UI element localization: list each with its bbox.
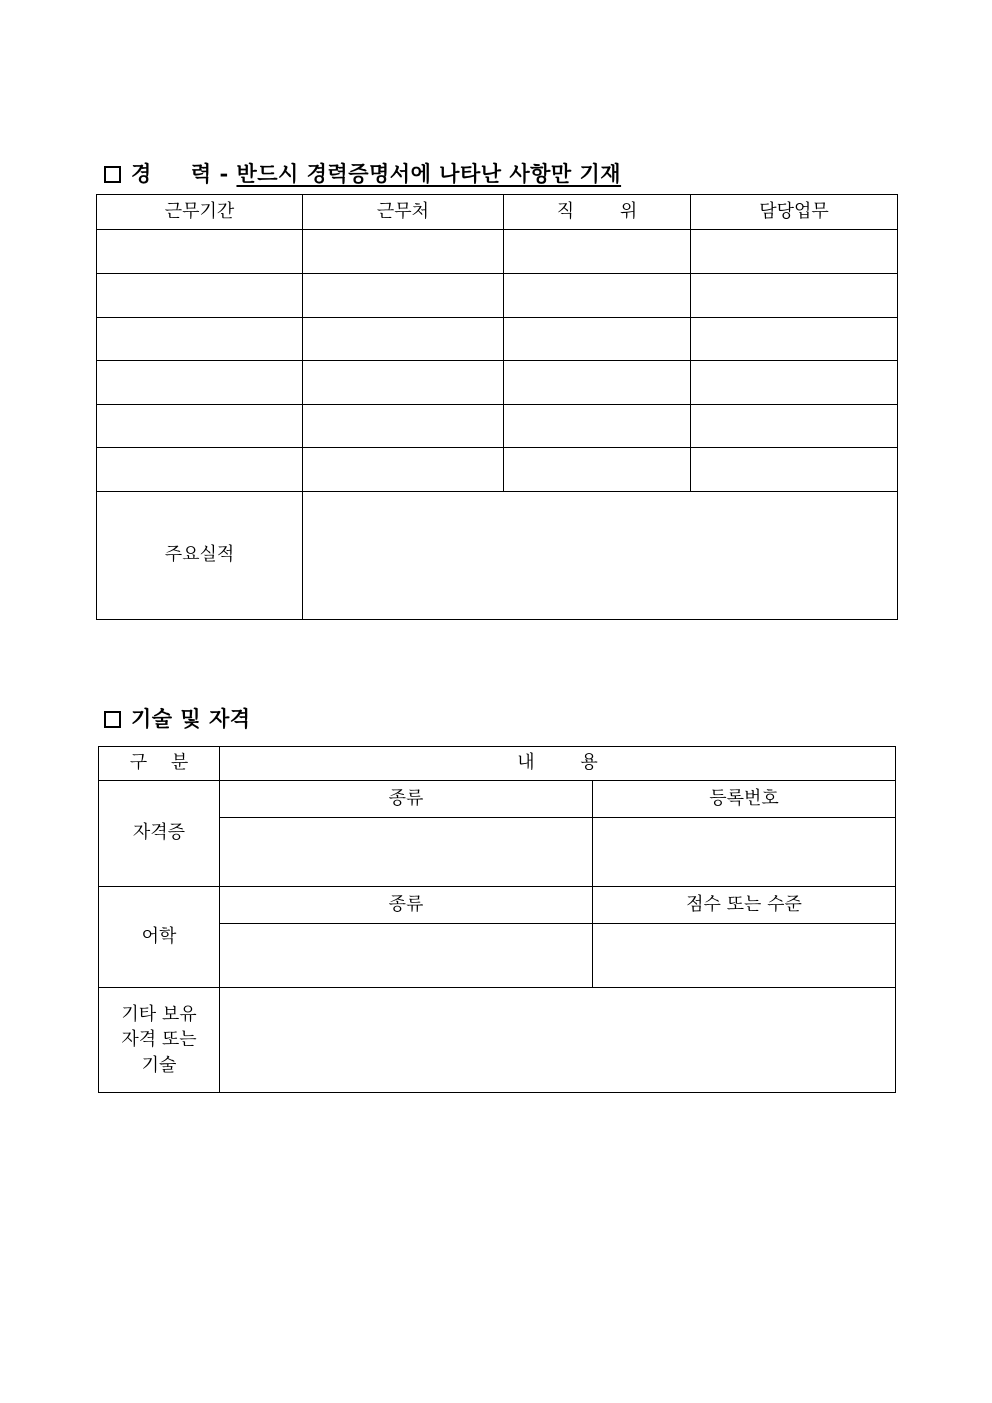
table-row xyxy=(97,318,898,361)
position-cell[interactable] xyxy=(504,230,691,274)
workplace-cell[interactable] xyxy=(303,274,504,318)
workplace-cell[interactable] xyxy=(303,405,504,448)
position-cell[interactable] xyxy=(504,448,691,492)
checkbox-icon xyxy=(104,711,121,728)
achievements-label: 주요실적 xyxy=(97,492,303,620)
period-cell[interactable] xyxy=(97,405,303,448)
license-type-header: 종류 xyxy=(220,781,593,818)
header-workplace: 근무처 xyxy=(303,195,504,230)
career-section-title xyxy=(104,158,621,188)
table-row xyxy=(97,230,898,274)
language-score-header: 점수 또는 수준 xyxy=(593,887,896,924)
language-subheader-row xyxy=(99,887,896,924)
duties-cell[interactable] xyxy=(691,318,898,361)
period-cell[interactable] xyxy=(97,318,303,361)
header-content: 내 용 xyxy=(220,747,896,781)
period-cell[interactable] xyxy=(97,448,303,492)
workplace-cell[interactable] xyxy=(303,361,504,405)
duties-cell[interactable] xyxy=(691,230,898,274)
career-title-main: 경 력 - xyxy=(131,161,229,186)
achievements-row xyxy=(97,492,898,620)
workplace-cell[interactable] xyxy=(303,318,504,361)
header-position: 직 위 xyxy=(504,195,691,230)
position-cell[interactable] xyxy=(504,405,691,448)
header-duties: 담당업무 xyxy=(691,195,898,230)
header-period: 근무기간 xyxy=(97,195,303,230)
duties-cell[interactable] xyxy=(691,274,898,318)
license-label: 자격증 xyxy=(99,781,220,887)
skills-title: 기술 및 자격 xyxy=(131,706,251,731)
career-title-note: 반드시 경력증명서에 나타난 사항만 기재 xyxy=(236,161,622,186)
other-row xyxy=(99,988,896,1093)
skills-header-row xyxy=(99,747,896,781)
table-row xyxy=(97,405,898,448)
other-label-line1: 기타 보유 xyxy=(121,1004,197,1026)
duties-cell[interactable] xyxy=(691,448,898,492)
workplace-cell[interactable] xyxy=(303,448,504,492)
period-cell[interactable] xyxy=(97,274,303,318)
workplace-cell[interactable] xyxy=(303,230,504,274)
position-cell[interactable] xyxy=(504,274,691,318)
license-type-cell[interactable] xyxy=(220,818,593,887)
language-score-cell[interactable] xyxy=(593,924,896,988)
other-label xyxy=(99,988,220,1093)
table-row xyxy=(97,448,898,492)
position-cell[interactable] xyxy=(504,318,691,361)
checkbox-icon xyxy=(104,166,121,183)
period-cell[interactable] xyxy=(97,361,303,405)
career-header-row xyxy=(97,195,898,230)
license-subheader-row xyxy=(99,781,896,818)
other-label-line3: 기술 xyxy=(141,1054,177,1076)
skills-section-title xyxy=(104,703,251,733)
language-label: 어학 xyxy=(99,887,220,988)
achievements-cell[interactable] xyxy=(303,492,898,620)
period-cell[interactable] xyxy=(97,230,303,274)
skills-table xyxy=(98,746,896,1093)
other-label-line2: 자격 또는 xyxy=(121,1029,197,1051)
position-cell[interactable] xyxy=(504,361,691,405)
duties-cell[interactable] xyxy=(691,361,898,405)
language-type-header: 종류 xyxy=(220,887,593,924)
duties-cell[interactable] xyxy=(691,405,898,448)
table-row xyxy=(97,274,898,318)
language-type-cell[interactable] xyxy=(220,924,593,988)
other-content-cell[interactable] xyxy=(220,988,896,1093)
license-number-header: 등록번호 xyxy=(593,781,896,818)
header-category: 구 분 xyxy=(99,747,220,781)
license-number-cell[interactable] xyxy=(593,818,896,887)
table-row xyxy=(97,361,898,405)
career-table xyxy=(96,194,898,620)
